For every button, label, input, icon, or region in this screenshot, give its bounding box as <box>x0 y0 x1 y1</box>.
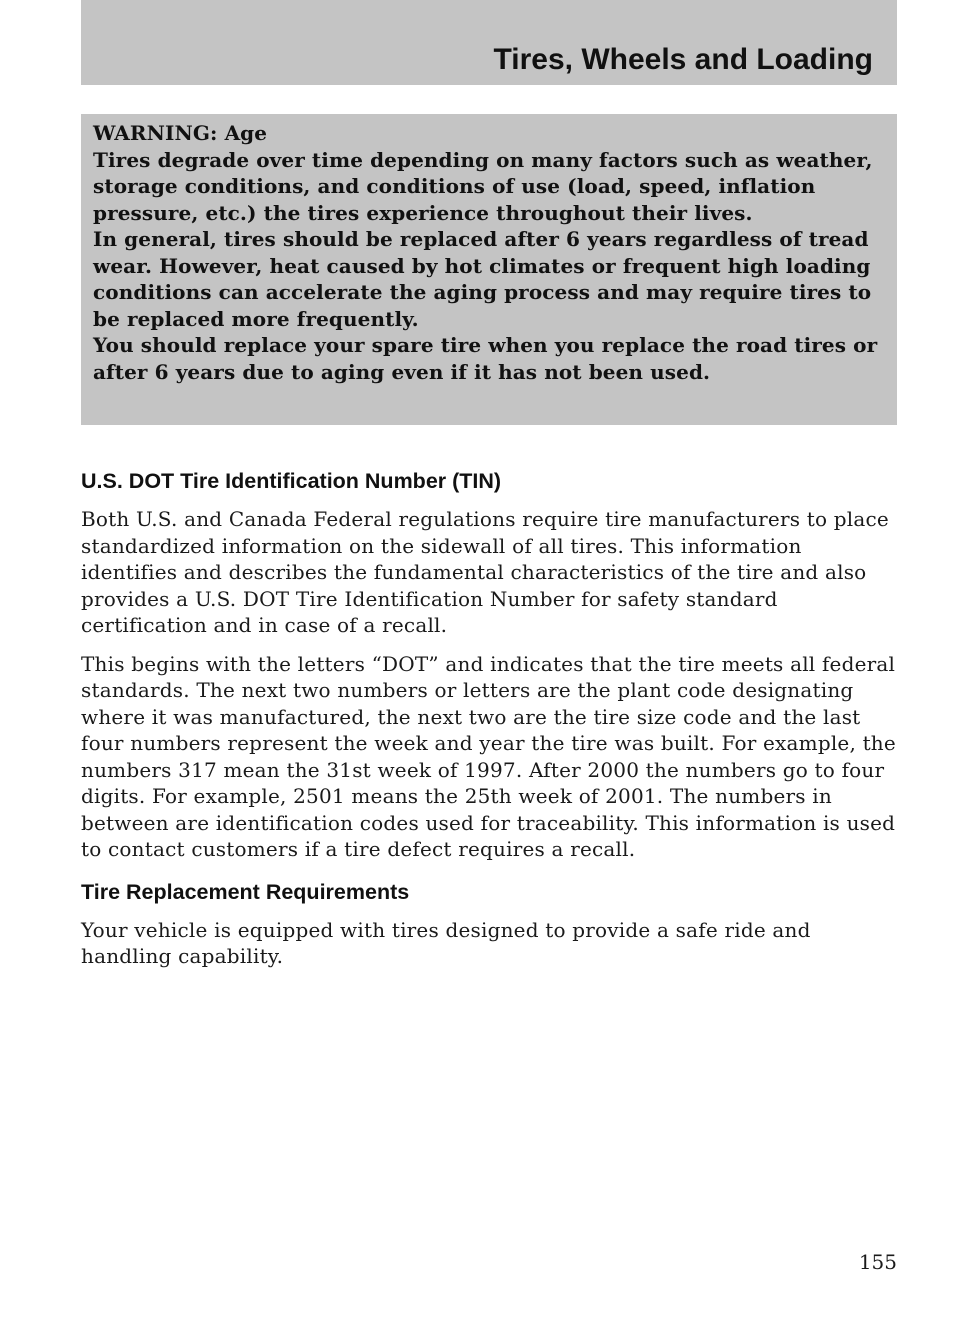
body-paragraph: Your vehicle is equipped with tires designed to provide a safe ride and handling capability. <box>81 917 811 968</box>
warning-paragraph: Tires degrade over time depending on many factors such as weather, storage conditions, and conditions of use (load, speed, inflation pressure, etc.) the tires experience throughout their lives. <box>93 147 873 225</box>
main-content <box>81 466 897 982</box>
warning-title: WARNING: Age <box>93 121 268 145</box>
chapter-title: Tires, Wheels and Loading <box>493 43 873 76</box>
body-paragraph: This begins with the letters “DOT” and indicates that the tire meets all federal standards. The next two numbers or letters are the plant code designating where it was manufactured, the next two are the tire size code and the last four numbers represent the week and year the tire was built. For example, the numbers 317 mean the 31st week of 1997. After 2000 the numbers go to four digits. For example, 2501 means the 25th week of 2001. The numbers in between are identification codes used for traceability. This information is used to contact customers if a tire defect requires a recall. <box>81 651 896 861</box>
warning-paragraph: You should replace your spare tire when you replace the road tires or after 6 years due to aging even if it has not been used. <box>93 333 878 384</box>
body-paragraph: Both U.S. and Canada Federal regulations require tire manufacturers to place standardized information on the sidewall of all tires. This information identifies and describes the fundamental characteristics of the tire and also provides a U.S. DOT Tire Identification Number for safety standard certification and in case of a recall. <box>81 507 889 637</box>
section-heading-tin: U.S. DOT Tire Identification Number (TIN) <box>81 469 502 493</box>
section-heading-replacement: Tire Replacement Requirements <box>81 879 410 904</box>
page-number: 155 <box>858 1250 897 1274</box>
warning-box <box>81 114 897 425</box>
header-band <box>81 0 897 85</box>
warning-paragraph: In general, tires should be replaced after 6 years regardless of tread wear. However, heat caused by hot climates or frequent high loading conditions can accelerate the aging process and may require tires to be replaced more frequently. <box>93 227 872 331</box>
